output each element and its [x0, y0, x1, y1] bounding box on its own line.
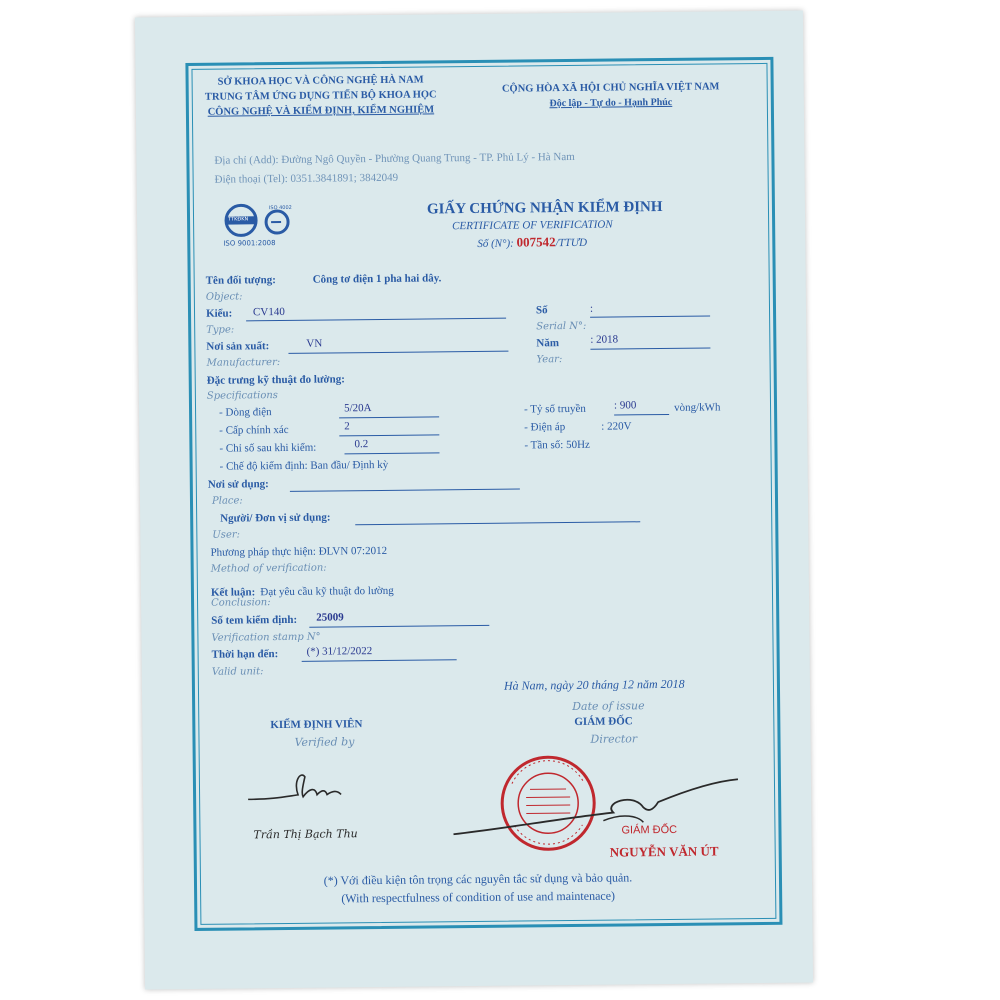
method-label: Phương pháp thực hiện: ĐLVN 07:2012 — [210, 544, 388, 559]
serial-value: : — [589, 302, 594, 315]
specs-en: Specifications — [206, 390, 278, 402]
country-header — [466, 79, 756, 112]
ratio-value: : 900 — [613, 399, 637, 412]
country-line-1: CỘNG HÒA XÃ HỘI CHỦ NGHĨA VIỆT NAM — [501, 81, 720, 95]
serial-label: Số — [535, 304, 548, 317]
current-label: - Dòng điện — [219, 406, 272, 419]
current-value: 5/20A — [343, 402, 372, 415]
user-label: Người/ Đơn vị sử dụng: — [220, 511, 331, 525]
manufacturer-en: Manufacturer: — [206, 357, 281, 369]
valid-label: Thời hạn đến: — [211, 648, 279, 661]
ratio-label: - Tỷ số truyền — [523, 402, 586, 416]
object-en: Object: — [205, 291, 243, 303]
frequency: - Tần số: 50Hz — [524, 438, 590, 452]
org-line-1: SỞ KHOA HỌC VÀ CÔNG NGHỆ HÀ NAM — [217, 74, 424, 88]
specs-label: Đặc trưng kỹ thuật đo lường: — [206, 373, 345, 387]
director-en: Director — [590, 732, 638, 746]
place-en: Place: — [211, 495, 243, 507]
director-title: GIÁM ĐỐC — [574, 715, 633, 728]
stamp-value: 25009 — [316, 611, 344, 624]
object-label: Tên đối tượng: — [205, 274, 276, 287]
number-suffix: /TTƯD — [555, 236, 588, 250]
year-value: : 2018 — [590, 333, 619, 346]
place-label: Nơi sử dụng: — [207, 478, 269, 491]
logo-cert: ISO 9001:2008 — [223, 239, 276, 248]
stamp-en: Verification stamp N° — [211, 631, 321, 644]
valid-en: Valid unit: — [211, 666, 264, 678]
issue-date-en: Date of issue — [572, 699, 645, 713]
director-signature — [443, 771, 744, 854]
verifier-name: Trần Thị Bạch Thu — [253, 827, 358, 842]
accuracy-label: - Cấp chính xác — [219, 423, 289, 437]
year-en: Year: — [536, 354, 563, 366]
type-value: CV140 — [252, 305, 285, 319]
director-name: NGUYỄN VĂN ÚT — [609, 843, 719, 860]
mode-label: - Chế độ kiểm định: Ban đầu/ Định kỳ — [219, 458, 389, 473]
iso-logo — [221, 202, 307, 251]
svg-text:ISO 4002: ISO 4002 — [268, 204, 292, 212]
manufacturer-label: Nơi sản xuất: — [206, 340, 270, 353]
logo-text: TTKĐKN — [228, 216, 249, 223]
stamp-label: Số tem kiểm định: — [211, 613, 298, 627]
valid-value: (*) 31/12/2022 — [306, 645, 373, 658]
footer-note-vi: (*) Với điều kiện tôn trọng các nguyên tắc sử dụng và bảo quản. — [323, 870, 633, 888]
conclusion-en: Conclusion: — [211, 597, 271, 609]
reading-value: 0.2 — [354, 438, 369, 451]
verifier-title: KIỂM ĐỊNH VIÊN — [270, 718, 363, 732]
object-value: Công tơ điện 1 pha hai dây. — [312, 272, 442, 286]
footer-note-en: (With respectfulness of condition of use and maintenace) — [341, 888, 616, 906]
conclusion-value: Đạt yêu cầu kỹ thuật đo lường — [260, 584, 394, 599]
phone: Điện thoại (Tel): 0351.3841891; 3842049 — [214, 171, 399, 186]
certificate-subtitle: CERTIFICATE OF VERIFICATION — [452, 218, 613, 233]
certificate-paper — [135, 11, 813, 990]
voltage-label: - Điện áp — [524, 421, 566, 434]
verifier-en: Verified by — [294, 735, 355, 749]
reading-label: - Chỉ số sau khi kiểm: — [219, 441, 317, 455]
serial-en: Serial N°: — [536, 320, 587, 333]
verifier-signature — [243, 760, 374, 811]
address: Địa chỉ (Add): Đường Ngô Quyền - Phường Quang Trung - TP. Phủ Lý - Hà Nam — [214, 150, 575, 167]
country-motto: Độc lập - Tự do - Hạnh Phúc — [549, 96, 673, 110]
manufacturer-value: VN — [306, 337, 323, 350]
method-en: Method of verification: — [210, 562, 327, 575]
year-label: Năm — [536, 337, 560, 350]
organization-header — [196, 72, 446, 120]
accuracy-value: 2 — [344, 420, 350, 433]
org-line-3: CÔNG NGHỆ VÀ KIỂM ĐỊNH, KIỂM NGHIỆM — [207, 104, 435, 118]
certificate-title: GIẤY CHỨNG NHẬN KIỂM ĐỊNH — [426, 199, 663, 218]
user-en: User: — [212, 529, 241, 541]
director-stamp-title: GIÁM ĐỐC — [621, 823, 678, 837]
voltage-value: : 220V — [601, 420, 632, 433]
certificate-number — [477, 234, 587, 251]
number-label: Số (N°): — [477, 237, 514, 250]
issue-date: Hà Nam, ngày 20 tháng 12 năm 2018 — [503, 676, 685, 693]
conclusion-label: Kết luận: — [210, 586, 256, 599]
org-line-2: TRUNG TÂM ỨNG DỤNG TIẾN BỘ KHOA HỌC — [204, 89, 437, 103]
type-en: Type: — [206, 324, 235, 336]
ratio-unit: vòng/kWh — [673, 401, 721, 414]
number-value: 007542 — [516, 234, 556, 250]
type-label: Kiểu: — [205, 307, 233, 320]
